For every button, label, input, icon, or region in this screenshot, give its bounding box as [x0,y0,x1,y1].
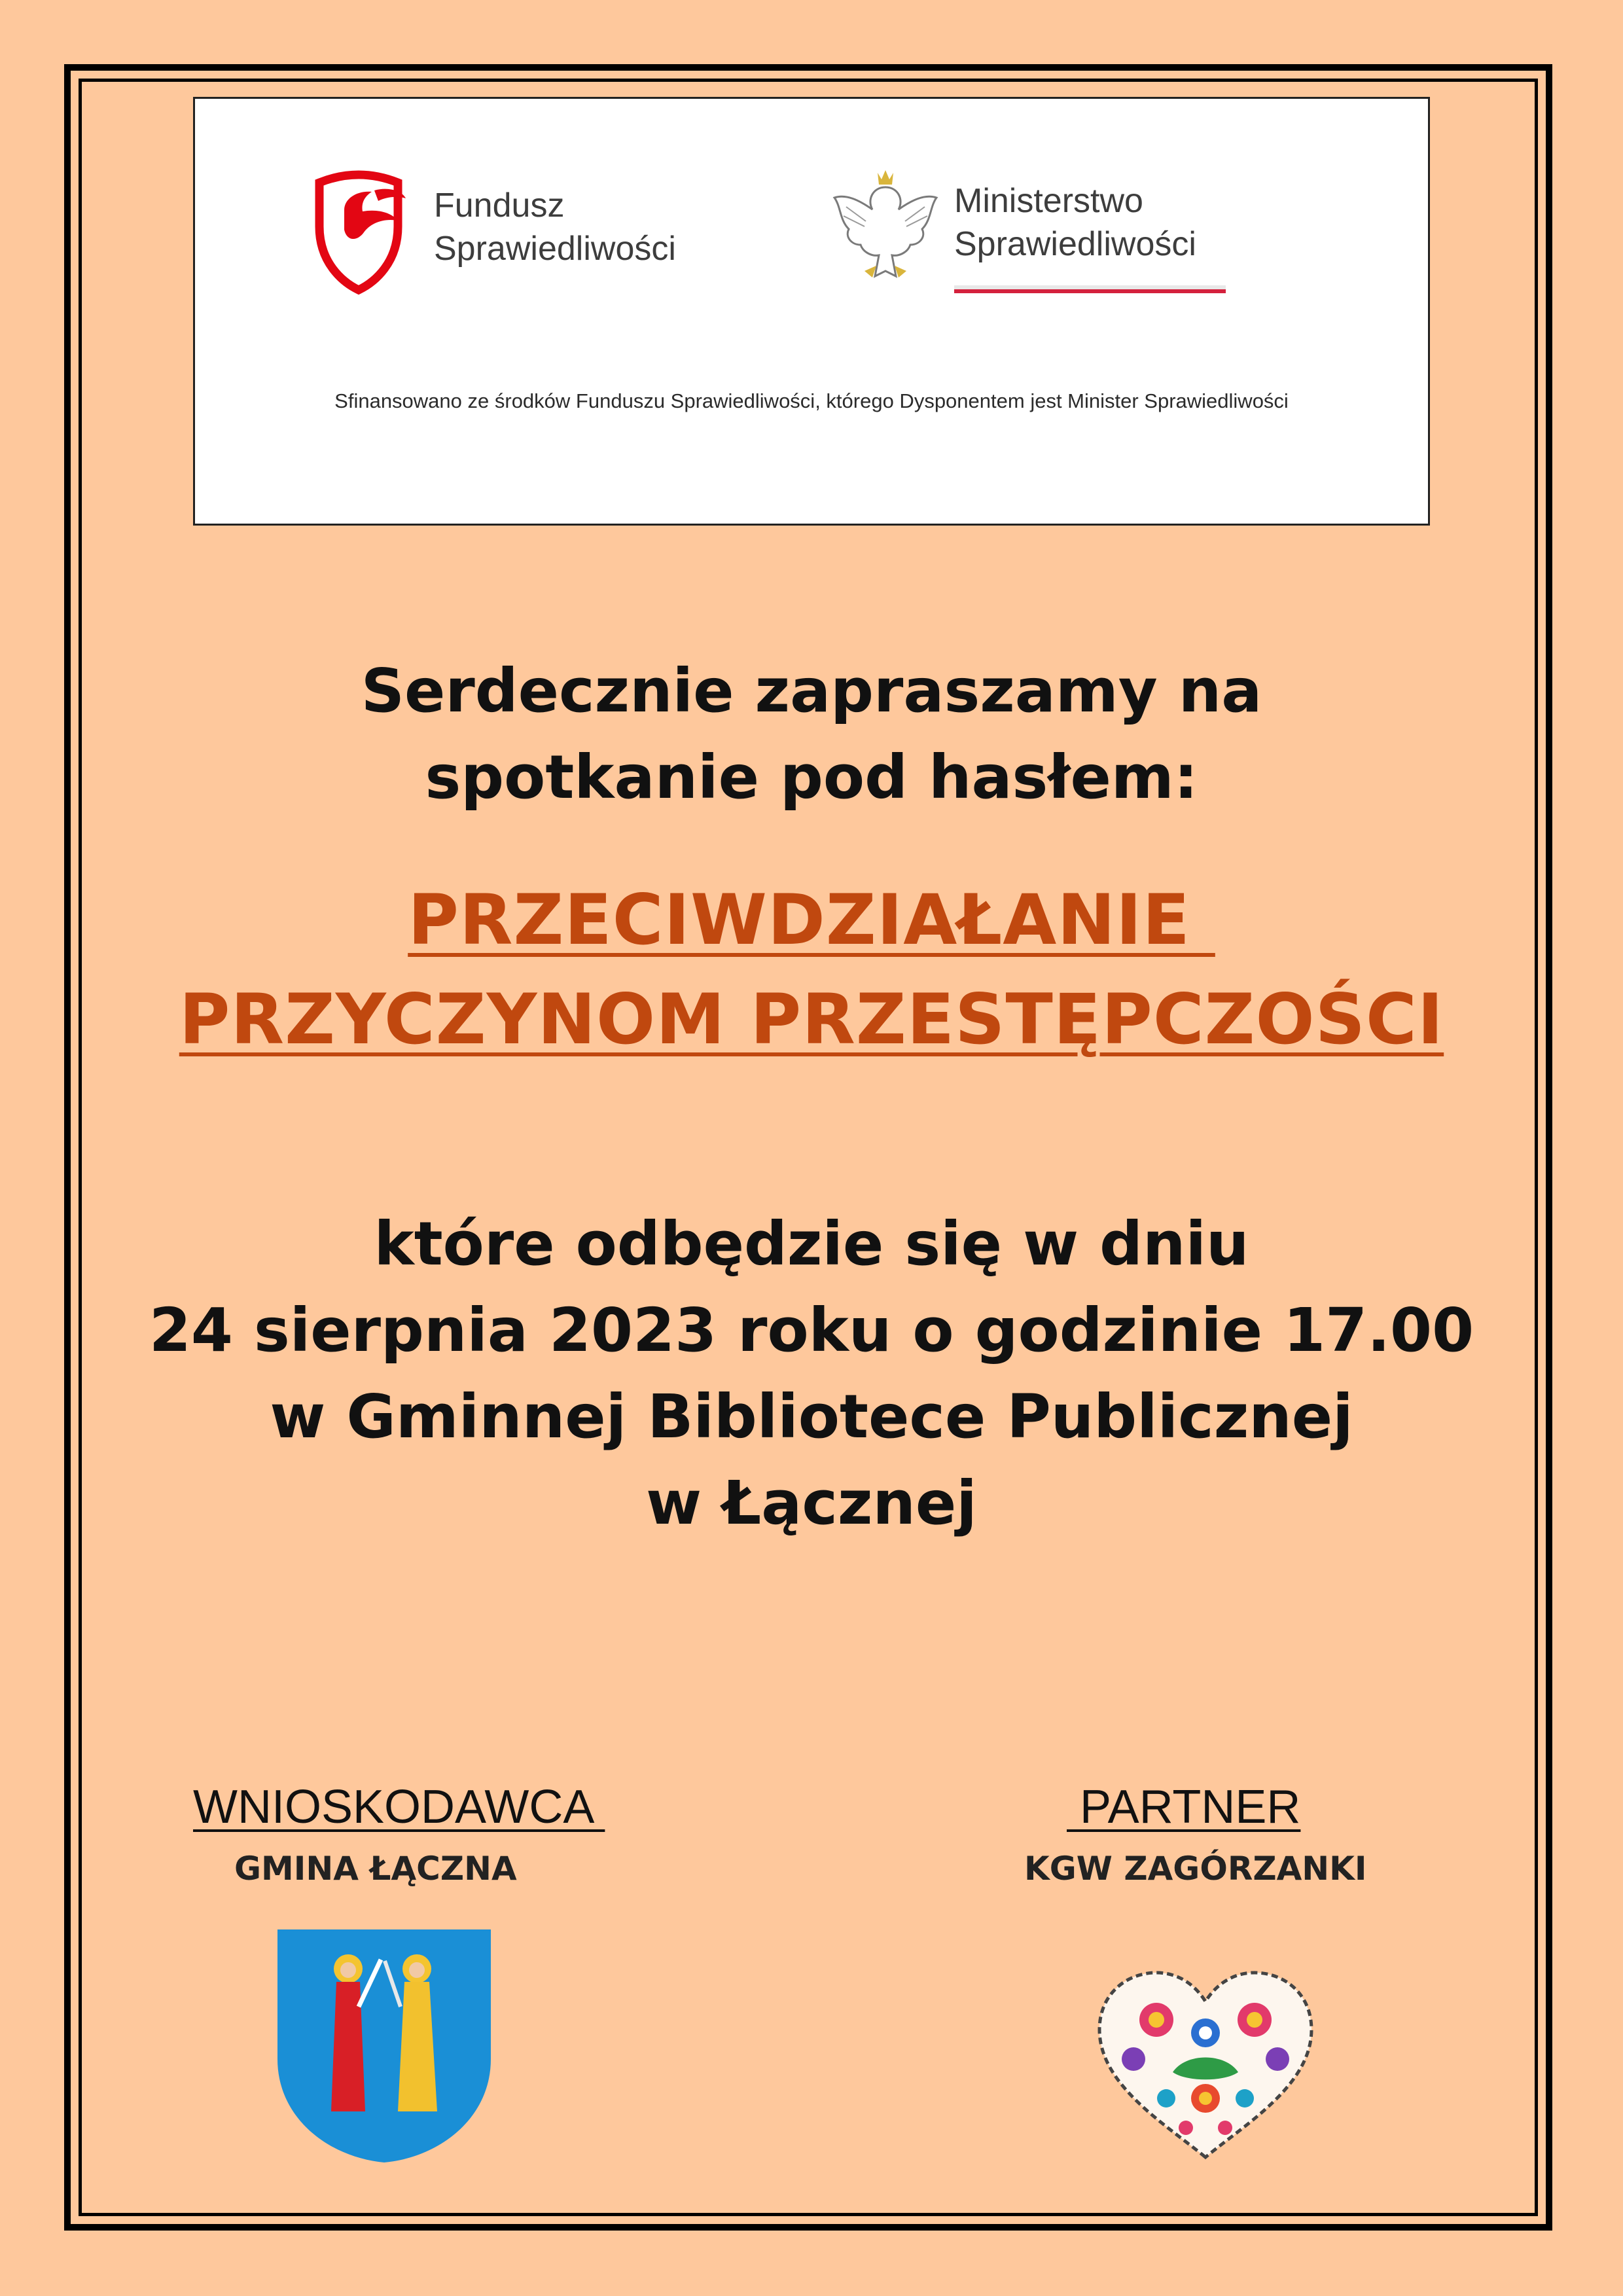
fundusz-logo [306,164,732,315]
headline-line-1: PRZECIWDZIAŁANIE [408,880,1215,960]
sponsor-banner [193,97,1430,526]
fundusz-shield-icon [306,164,411,295]
invite-line-2: spotkanie pod hasłem: [425,742,1198,812]
partner-title: PARTNER [1067,1781,1301,1833]
details-date-time: 24 sierpnia 2023 roku o godzinie 17.00 [149,1295,1474,1365]
ministerstwo-logo [827,161,1285,331]
details-line-1: które odbędzie się w dniu [374,1209,1249,1279]
invitation-text [0,648,1623,821]
headline-line-2: PRZYCZYNOM PRZESTĘPCZOŚCI [179,979,1444,1060]
gmina-coat-of-arms-icon [276,1928,492,2164]
ministerstwo-name-line1: Ministerstwo [954,182,1143,220]
partner-name: KGW ZAGÓRZANKI [1024,1850,1367,1888]
fundusz-name-line2: Sprawiedliwości [434,230,676,268]
eagle-emblem-icon [827,161,944,292]
flag-bar [954,285,1226,293]
applicant-title: WNIOSKODAWCA [193,1781,605,1833]
fundusz-name-line1: Fundusz [434,187,565,224]
event-headline [0,870,1623,1069]
invite-line-1: Serdecznie zapraszamy na [361,656,1262,726]
details-venue: w Gminnej Bibliotece Publicznej [270,1382,1353,1452]
event-details [0,1201,1623,1547]
applicant-name: GMINA ŁĄCZNA [234,1850,517,1888]
kgw-folk-heart-icon [1094,1967,1317,2164]
ministerstwo-name-line2: Sprawiedliwości [954,225,1196,263]
details-town: w Łącznej [646,1468,977,1538]
funding-note: Sfinansowano ze środków Funduszu Sprawiedliwości, którego Dysponentem jest Minister Sprawiedliwości [334,389,1289,412]
